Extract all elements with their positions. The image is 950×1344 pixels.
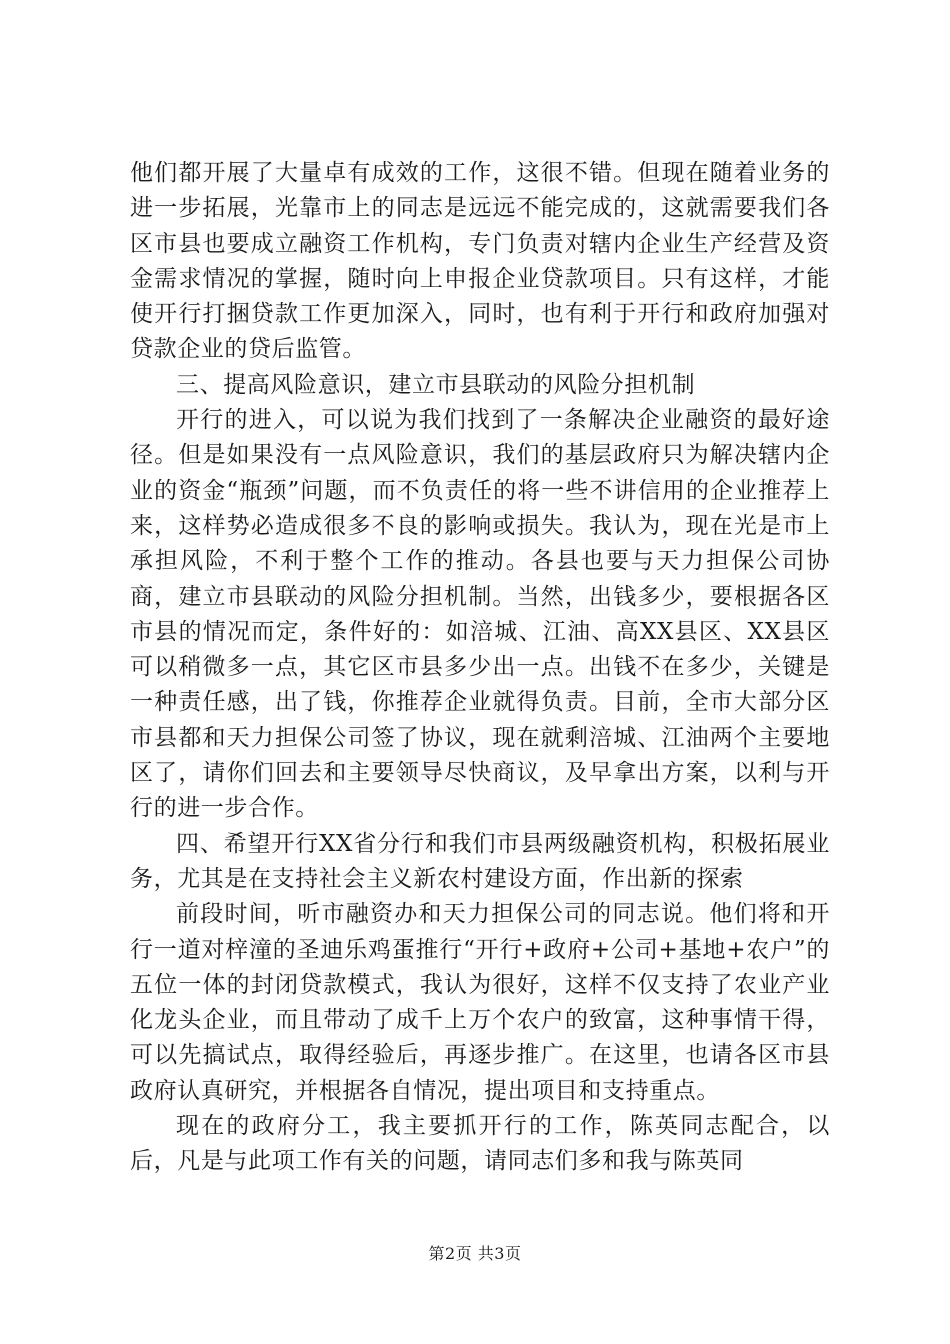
page-number-footer: 第2页 共3页 (428, 1244, 522, 1263)
body-paragraph-division: 现在的政府分工，我主要抓开行的工作，陈英同志配合，以后，凡是与此项工作有关的问题，请同志们多和我与陈英同 (130, 1113, 830, 1175)
body-paragraph-pilot: 前段时间，听市融资办和天力担保公司的同志说。他们将和开行一道对梓潼的圣迪乐鸡蛋推行“开行+政府+公司+基地+农户”的五位一体的封闭贷款模式，我认为很好，这样不仅支持了农业产业化龙头企业，而且带动了成千上万个农户的致富，这种事情干得，可以先搞试点，取得经验后，再逐步推广。在这里，也请各区市县政府认真研究，并根据各自情况，提出项目和支持重点。 (130, 901, 830, 1104)
body-paragraph-risk: 开行的进入，可以说为我们找到了一条解决企业融资的最好途径。但是如果没有一点风险意识，我们的基层政府只为解决辖内企业的资金“瓶颈”问题，而不负责任的将一些不讲信用的企业推荐上来，这样势必造成很多不良的影响或损失。我认为，现在光是市上承担风险，不利于整个工作的推动。各县也要与天力担保公司协商，建立市县联动的风险分担机制。当然，出钱多少，要根据各区市县的情况而定，条件好的：如涪城、江油、高XX县区、XX县区可以稍微多一点，其它区市县多少出一点。出钱不在多少，关键是一种责任感，出了钱，你推荐企业就得负责。目前，全市大部分区市县都和天力担保公司签了协议，现在就剩涪城、江油两个主要地区了，请你们回去和主要领导尽快商议，及早拿出方案，以利与开行的进一步合作。 (130, 407, 830, 822)
document-body (130, 156, 830, 1180)
body-paragraph-continued: 他们都开展了大量卓有成效的工作，这很不错。但现在随着业务的进一步拓展，光靠市上的同志是远远不能完成的，这就需要我们各区市县也要成立融资工作机构，专门负责对辖内企业生产经营及资金需求情况的掌握，随时向上申报企业贷款项目。只有这样，才能使开行打捆贷款工作更加深入，同时，也有利于开行和政府加强对贷款企业的贷后监管。 (130, 160, 830, 363)
section-heading-4: 四、希望开行XX省分行和我们市县两级融资机构，积极拓展业务，尤其是在支持社会主义新农村建设方面，作出新的探索 (130, 830, 830, 892)
section-heading-3: 三、提高风险意识，建立市县联动的风险分担机制 (176, 371, 696, 398)
